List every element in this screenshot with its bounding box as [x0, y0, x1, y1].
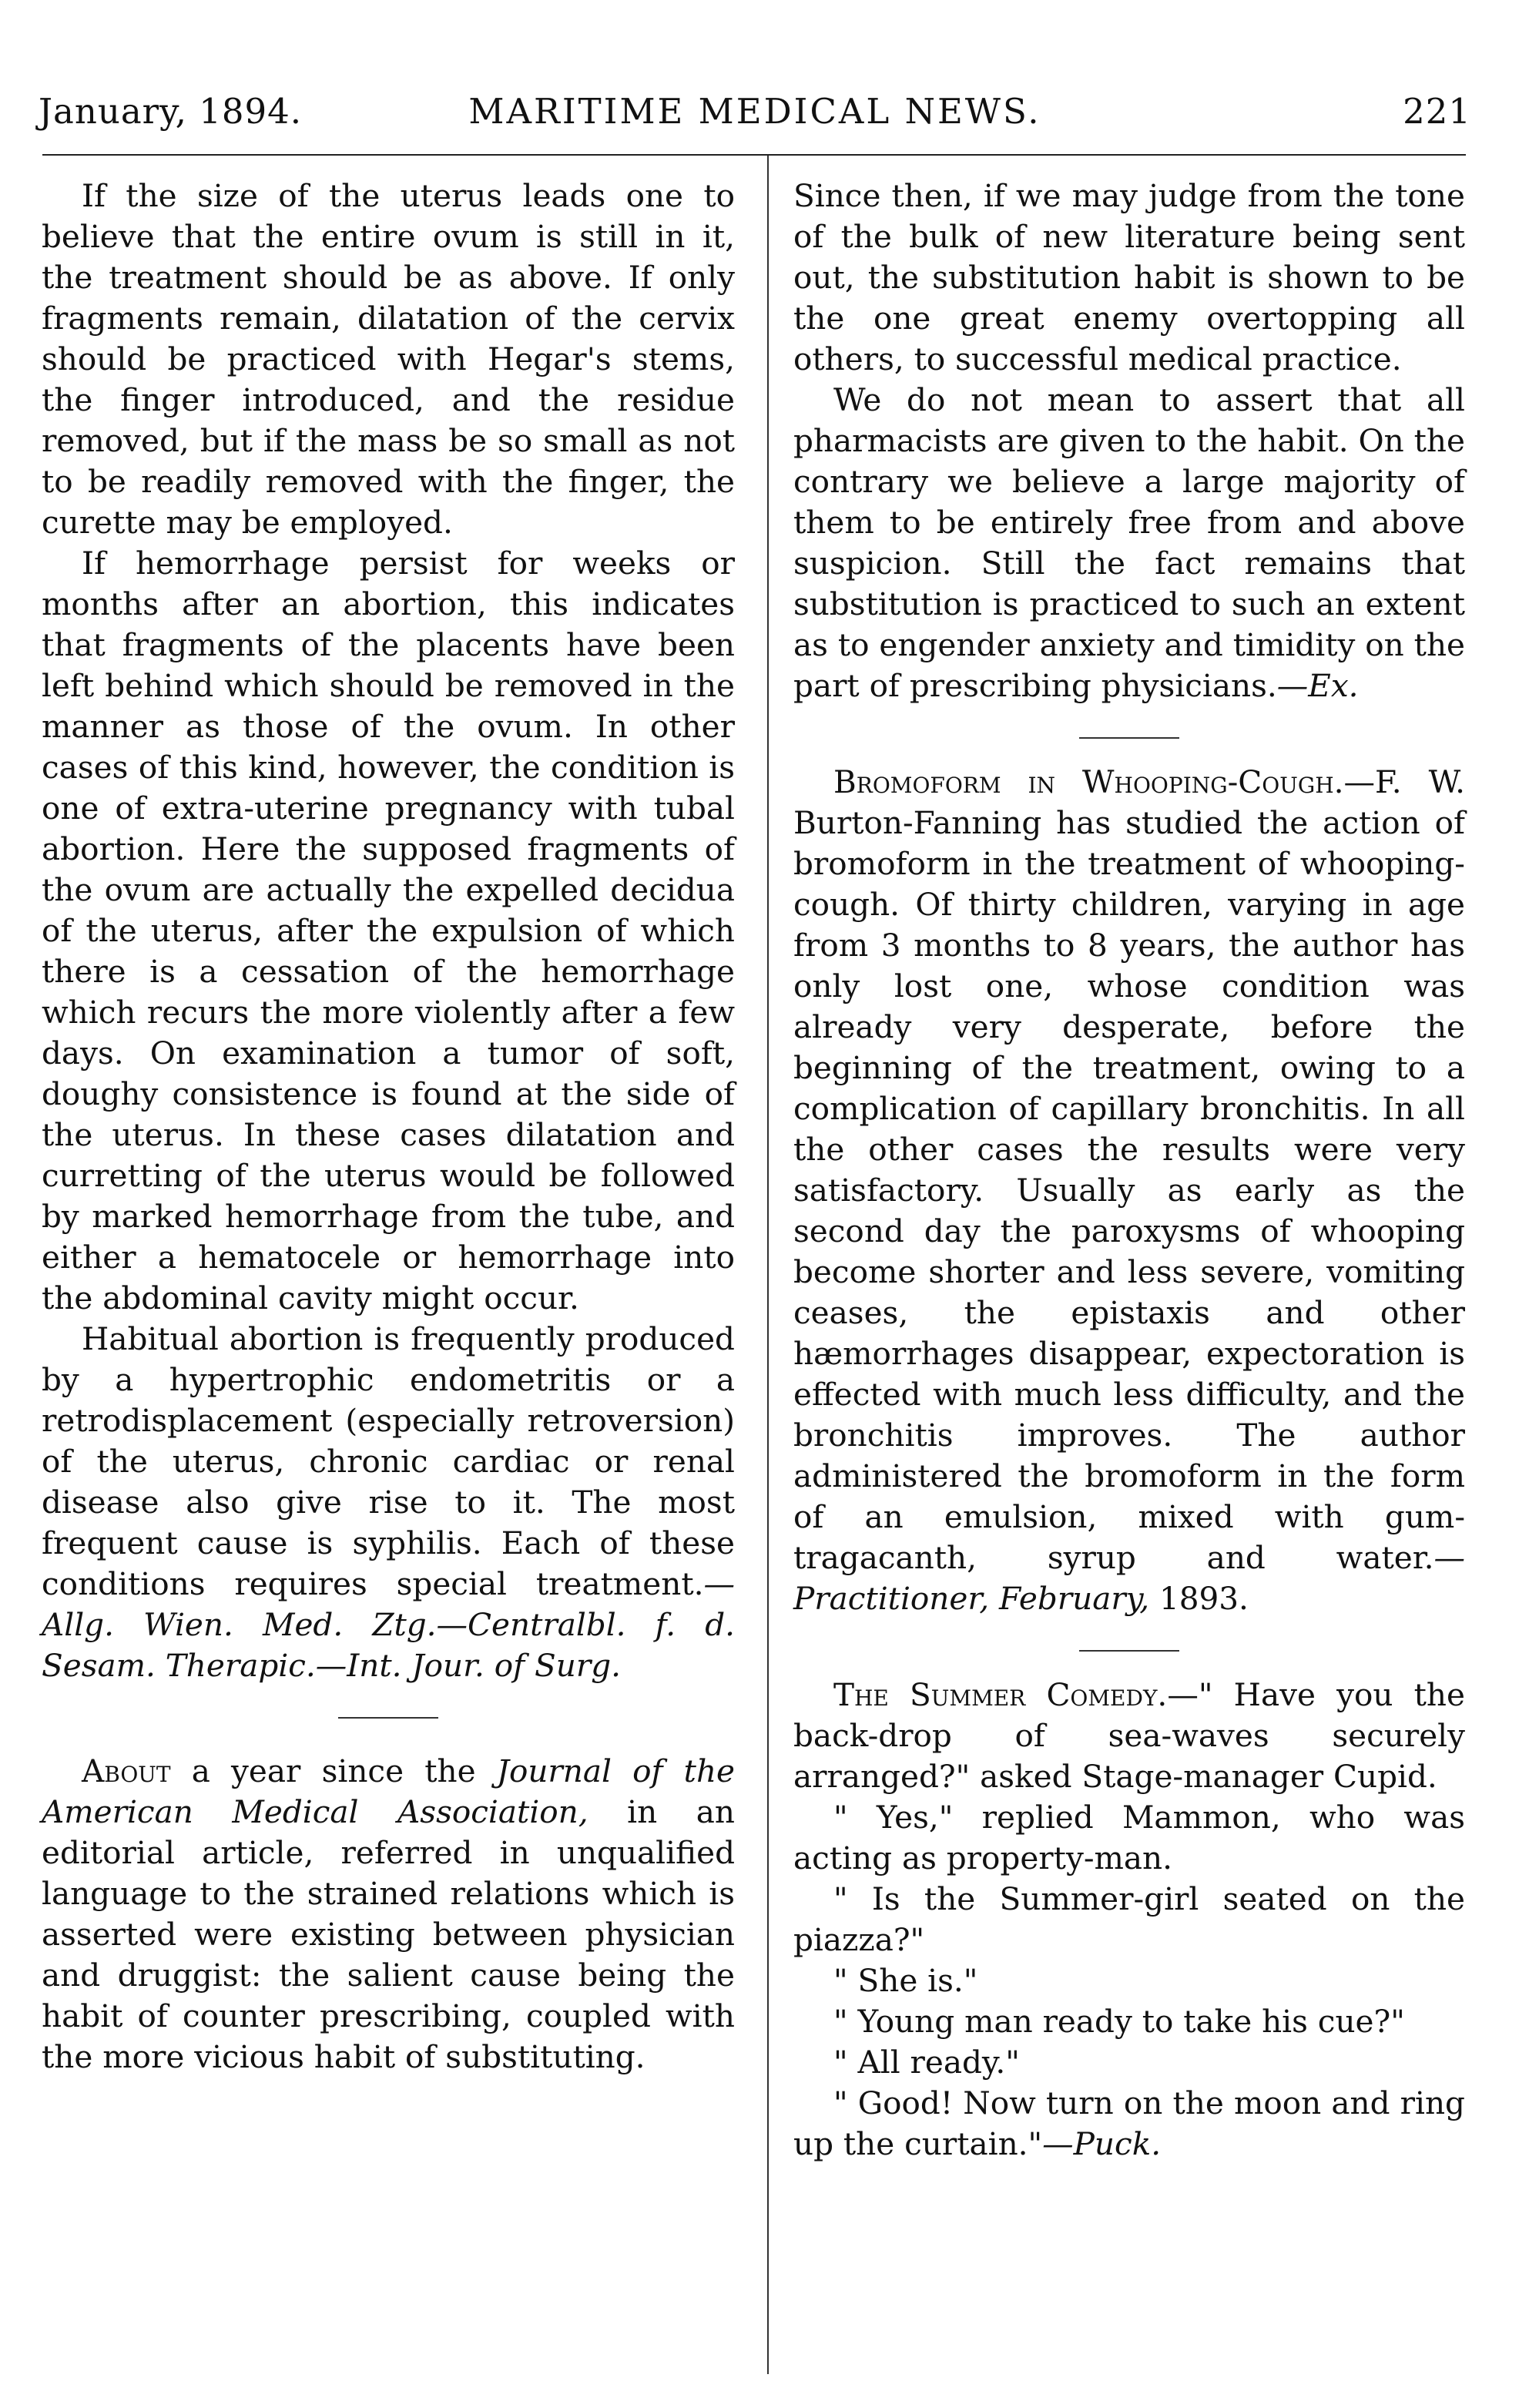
left-column	[42, 176, 735, 2078]
page-number: 221	[1403, 91, 1471, 132]
pharmacists-citation: —Ex.	[1276, 667, 1359, 704]
paragraph-substitution: Since then, if we may judge from the tone of the bulk of new literature being sent out, the substitution habit is shown to be the one great enemy overtopping all others, to successful medical practice.	[793, 177, 1465, 377]
paragraph-bromoform	[793, 762, 1465, 1619]
editorial-journal-name: Journal of the American Medical Association,	[42, 1752, 735, 1830]
dialogue-line: " Yes," replied Mammon, who was acting as property-man.	[793, 1799, 1465, 1876]
dialogue-line-final	[793, 2083, 1465, 2165]
dialogue-line: " Is the Summer-girl seated on the piazza?"	[793, 1880, 1465, 1958]
paragraph-habitual-abortion	[42, 1319, 735, 1686]
habitual-abortion-citation: —Allg. Wien. Med. Ztg.—Centralbl. f. d. Sesam. Therapic.—Int. Jour. of Surg.	[42, 1565, 735, 1684]
section-separator	[338, 1717, 438, 1719]
bromoform-text: —F. W. Burton-Fanning has studied the action of bromoform in the treatment of whooping-cough. Of thirty children, varying in age from 3 months to 8 years, the author has only lost one, whose condition was already very desperate, before the beginning of the treatment, owing to a complication of capillary bronchitis. In all the other cases the results were very satisfactory. Usually as early as the second day the paroxysms of whooping become shorter and less severe, vomiting ceases, the epistaxis and other hæmorrhages disappear, expectoration is effected with much less difficulty, and the bronchitis improves. The author administered the bromoform in the form of an emulsion, mixed with gum-tragacanth, syrup and water.	[793, 763, 1465, 1576]
bromoform-year: 1893.	[1149, 1580, 1249, 1617]
bromoform-citation: —Practitioner, February,	[793, 1539, 1465, 1617]
journal-title: MARITIME MEDICAL NEWS.	[468, 91, 1041, 132]
header-rule	[42, 154, 1466, 156]
paragraph-summer-comedy	[793, 1675, 1465, 1797]
puck-citation: —Puck.	[1042, 2125, 1162, 2162]
dialogue-line: " Young man ready to take his cue?"	[833, 2003, 1405, 2040]
final-line-text: " Good! Now turn on the moon and ring up the curtain."	[793, 2084, 1465, 2162]
paragraph-hemorrhage: If hemorrhage persist for weeks or months after an abortion, this indicates that fragments of the placents have been left behind which should be removed in the manner as those of the ovum. In other cases of this kind, however, the condition is one of extra-uterine pregnancy with tubal abortion. Here the supposed fragments of the ovum are actually the expelled decidua of the uterus, after the expulsion of which there is a cessation of the hemorrhage which recurs the more violently after a few days. On examination a tumor of soft, doughy consistence is found at the side of the uterus. In these cases dilatation and curretting of the uterus would be followed by marked hemorrhage from the tube, and either a hematocele or hemorrhage into the abdominal cavity might occur.	[42, 545, 735, 1316]
section-separator	[1079, 737, 1179, 739]
running-header	[39, 91, 1471, 145]
bromoform-heading: Bromoform in Whooping-Cough.	[833, 763, 1344, 800]
paragraph-uterus-size: If the size of the uterus leads one to believe that the entire ovum is still in it, the treatment should be as above. If only fragments remain, dilatation of the cervix should be practiced with Hegar's stems, the finger introduced, and the residue removed, but if the mass be so small as not to be readily removed with the finger, the curette may be employed.	[42, 177, 735, 541]
summer-comedy-text: —" Have you the back-drop of sea-waves securely arranged?" asked Stage-manager Cupid.	[793, 1676, 1465, 1795]
issue-date: January, 1894.	[39, 91, 303, 132]
paragraph-journal-editorial	[42, 1751, 735, 2078]
editorial-text-b: in an editorial article, referred in unqualified language to the strained relations which is asserted were existing between physician and druggist: the salient cause being the habit of counter prescribing, coupled with the more vicious habit of substituting.	[42, 1793, 735, 2075]
summer-comedy-heading: The Summer Comedy.	[833, 1676, 1168, 1713]
column-divider	[767, 156, 769, 2374]
editorial-lead-word: About	[82, 1752, 171, 1789]
dialogue-line: " All ready."	[833, 2044, 1020, 2081]
editorial-text-a: a year since the	[170, 1752, 497, 1789]
section-separator	[1079, 1650, 1179, 1652]
dialogue-line: " She is."	[833, 1962, 978, 1999]
habitual-abortion-text: Habitual abortion is frequently produced by a hypertrophic endometritis or a retrodisplacement (especially retroversion) of the uterus, chronic cardiac or renal disease also give rise to it. The most frequent cause is syphilis. Each of these conditions requires special treatment.	[42, 1320, 735, 1602]
paragraph-pharmacists	[793, 380, 1465, 706]
pharmacists-text: We do not mean to assert that all pharmacists are given to the habit. On the contrary we believe a large majority of them to be entirely free from and above suspicion. Still the fact remains that substitution is practiced to such an extent as to engender anxiety and timidity on the part of prescribing physicians.	[793, 381, 1465, 704]
right-column	[793, 176, 1465, 2165]
